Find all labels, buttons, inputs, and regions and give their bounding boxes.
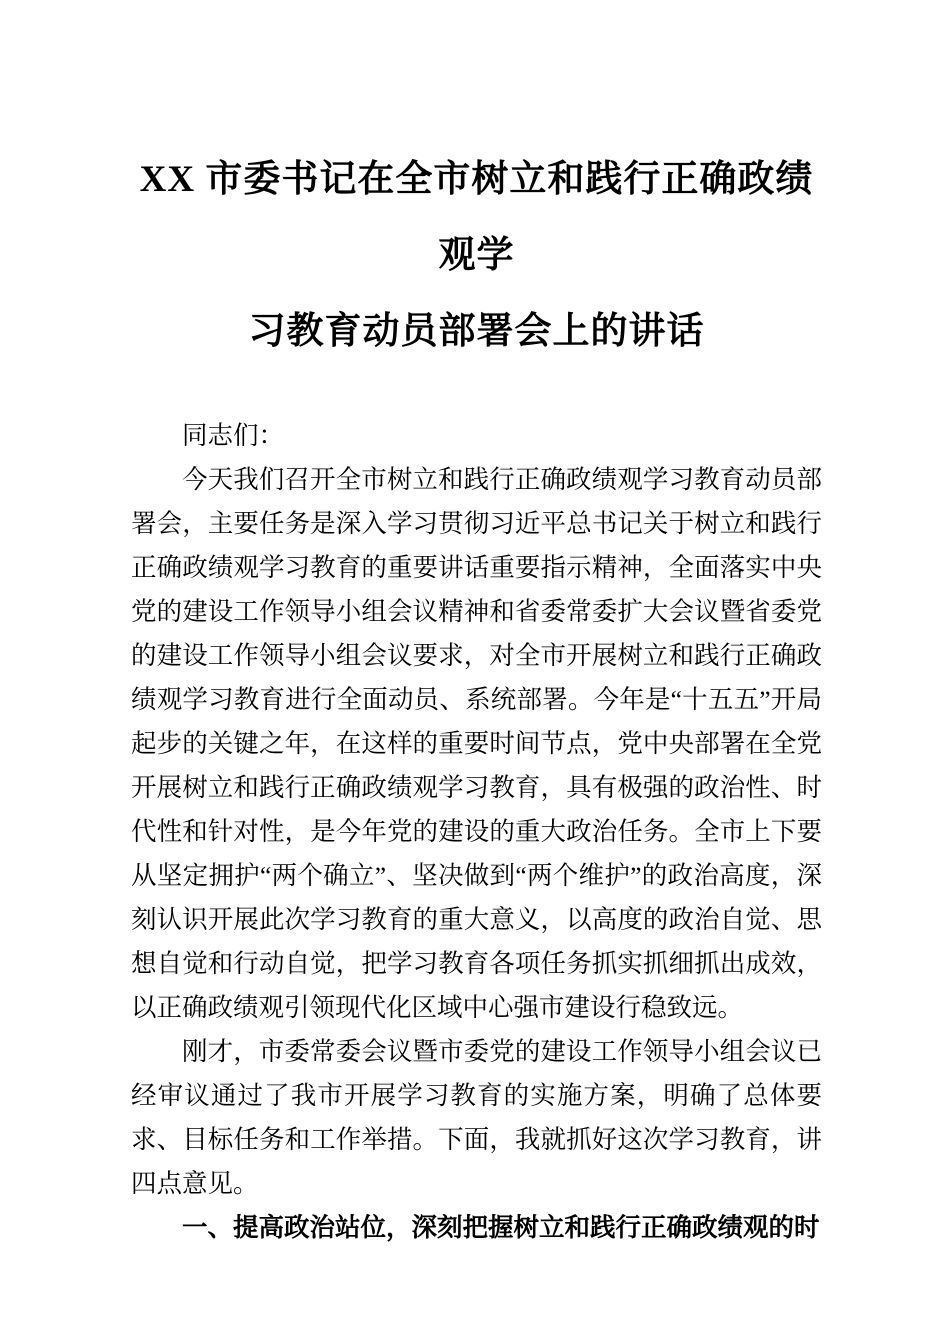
body-paragraph-2: 刚才，市委常委会议暨市委党的建设工作领导小组会议已经审议通过了我市开展学习教育的实施方案，明确了总体要求、目标任务和工作举措。下面，我就抓好这次学习教育，讲四点意见。 <box>131 1037 822 1198</box>
document-title-line-1: XX 市委书记在全市树立和践行正确政绩观学 <box>139 159 814 276</box>
document-title-line-2: 习教育动员部署会上的讲话 <box>248 311 705 352</box>
section-heading-1: 一、提高政治站位，深刻把握树立和践行正确政绩观的时 <box>182 1214 820 1242</box>
document-body <box>131 414 822 1250</box>
greeting-line: 同志们： <box>182 421 285 450</box>
body-paragraph-1: 今天我们召开全市树立和践行正确政绩观学习教育动员部署会，主要任务是深入学习贯彻习近平总书记关于树立和践行正确政绩观学习教育的重要讲话重要指示精神，全面落实中央党的建设工作领导小组会议精神和省委常委扩大会议暨省委党的建设工作领导小组会议要求，对全市开展树立和践行正确政绩观学习教育进行全面动员、系统部署。今年是“十五五”开局起步的关键之年，在这样的重要时间节点，党中央部署在全党开展树立和践行正确政绩观学习教育，具有极强的政治性、时代性和针对性，是今年党的建设的重大政治任务。全市上下要从坚定拥护“两个确立”、坚决做到“两个维护”的政治高度，深刻认识开展此次学习教育的重大意义，以高度的政治自觉、思想自觉和行动自觉，把学习教育各项任务抓实抓细抓出成效，以正确政绩观引领现代化区域中心强市建设行稳致远。 <box>131 465 822 1022</box>
document-title <box>131 142 822 370</box>
